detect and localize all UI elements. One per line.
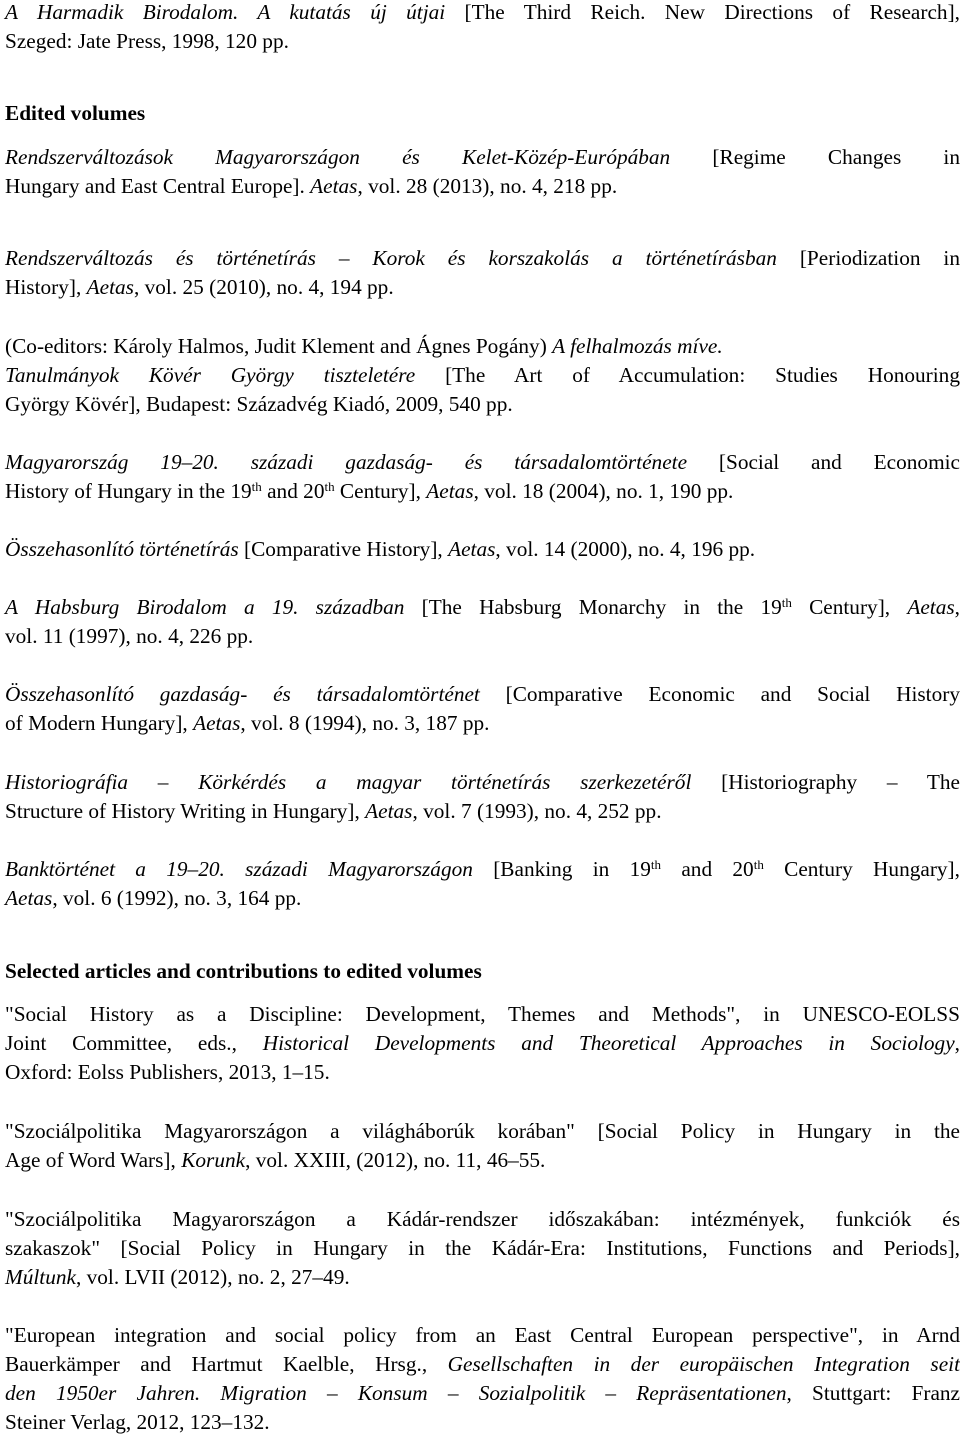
- entry-translation-cont: Century],: [334, 479, 427, 503]
- journal-name: Korunk: [181, 1148, 246, 1172]
- entry-publication: , Stuttgart: Franz: [786, 1381, 960, 1405]
- entry-translation: [Comparative History],: [238, 537, 449, 561]
- entry-volume: , vol. 7 (1993), no. 4, 252 pp.: [412, 799, 662, 823]
- ordinal-suffix: th: [650, 857, 662, 872]
- bibliography-entry-szocialpolitika-vilaghaboruk: [5, 1117, 960, 1175]
- entry-volume: , vol. 28 (2013), no. 4, 218 pp.: [357, 174, 618, 198]
- entry-volume: , vol. 18 (2004), no. 1, 190 pp.: [473, 479, 734, 503]
- entry-publication: György Kövér], Budapest: Századvég Kiadó, 2009, 540 pp.: [5, 392, 513, 416]
- bibliography-entry-habsburg: [5, 593, 960, 651]
- entry-title: "Social History as a Discipline: Development, Themes and Methods", in UNESCO-EOLSS: [5, 1002, 960, 1026]
- bibliography-entry-historiografia: [5, 768, 960, 826]
- entry-publication: Szeged: Jate Press, 1998, 120 pp.: [5, 29, 289, 53]
- bibliography-entry-rendszervaltozasok: [5, 143, 960, 201]
- bibliography-entry-osszehasonlito-gazdasag: [5, 680, 960, 738]
- entry-title: Magyarország 19–20. századi gazdaság- és társadalomtörténete: [5, 450, 688, 474]
- bibliography-entry-banktortenet: [5, 855, 960, 913]
- entry-coeditors: (Co-editors: Károly Halmos, Judit Klement and Ágnes Pogány): [5, 334, 553, 358]
- entry-subtitle: Tanulmányok Kövér György tiszteletére: [5, 363, 416, 387]
- entry-publication: Oxford: Eolss Publishers, 2013, 1–15.: [5, 1060, 330, 1084]
- entry-translation: [The Habsburg Monarchy in the 19: [404, 595, 782, 619]
- bibliography-entry-european-integration: [5, 1321, 960, 1437]
- bibliography-entry-magyarorszag: [5, 448, 960, 506]
- journal-name: Aetas: [907, 595, 955, 619]
- ordinal-suffix: th: [781, 595, 792, 610]
- entry-translation: szakaszok" [Social Policy in Hungary in the Kádár-Era: Institutions, Functions and Periods],: [5, 1236, 960, 1260]
- ordinal-suffix: th: [324, 479, 335, 494]
- entry-volume: , vol. 8 (1994), no. 3, 187 pp.: [240, 711, 490, 735]
- entry-translation: [Historiography – The: [691, 770, 960, 794]
- bibliography-entry-rendszervaltozas: [5, 244, 960, 302]
- bibliography-entry-social-history: [5, 1000, 960, 1087]
- journal-name: Aetas: [5, 886, 53, 910]
- entry-title: Historiográfia – Körkérdés a magyar történetírás szerkezetéről: [5, 770, 692, 794]
- entry-title: A Habsburg Birodalom a 19. században: [5, 595, 405, 619]
- entry-translation-cont: of Modern Hungary],: [5, 711, 194, 735]
- entry-title: Rendszerváltozások Magyarországon és Kelet-Közép-Európában: [5, 145, 671, 169]
- entry-volume: , vol. 14 (2000), no. 4, 196 pp.: [495, 537, 756, 561]
- entry-translation-cont: Structure of History Writing in Hungary],: [5, 799, 366, 823]
- punctuation: ,: [954, 595, 960, 619]
- bibliography-entry-harmadik: [5, 0, 960, 56]
- entry-translation: [Regime Changes in: [670, 145, 960, 169]
- book-title: Historical Developments and Theoretical Approaches in Sociology: [262, 1031, 955, 1055]
- entry-volume: , vol. XXIII, (2012), no. 11, 46–55.: [245, 1148, 546, 1172]
- entry-title: "Szociálpolitika Magyarországon a világháborúk korában" [Social Policy in Hungary in the: [5, 1119, 960, 1143]
- bibliography-entry-felhalmozas: [5, 332, 960, 419]
- ordinal-suffix: th: [251, 479, 262, 494]
- bibliography-entry-osszehasonlito-tortenetiras: [5, 535, 960, 564]
- journal-name: Aetas: [426, 479, 474, 503]
- entry-title: A felhalmozás míve.: [552, 334, 723, 358]
- journal-name: Aetas: [193, 711, 241, 735]
- journal-name: Aetas: [86, 275, 134, 299]
- entry-title: A Harmadik Birodalom. A kutatás új útjai: [5, 0, 446, 24]
- bibliography-entry-szocialpolitika-kadar: [5, 1205, 960, 1292]
- entry-volume: , vol. 6 (1992), no. 3, 164 pp.: [52, 886, 302, 910]
- entry-title: Összehasonlító történetírás: [5, 537, 239, 561]
- entry-title: "Szociálpolitika Magyarországon a Kádár-rendszer időszakában: intézmények, funkciók és: [5, 1207, 960, 1231]
- journal-name: Aetas: [365, 799, 413, 823]
- entry-title: Banktörténet a 19–20. századi Magyarországon: [5, 857, 473, 881]
- entry-translation-cont: History],: [5, 275, 87, 299]
- entry-volume: , vol. LVII (2012), no. 2, 27–49.: [75, 1265, 350, 1289]
- entry-translation-cont: and 20: [261, 479, 325, 503]
- journal-name: Aetas: [448, 537, 496, 561]
- journal-name: Aetas: [310, 174, 358, 198]
- entry-translation-cont: History of Hungary in the 19: [5, 479, 252, 503]
- entry-translation-cont: Century],: [791, 595, 908, 619]
- entry-translation-cont: Hungary and East Central Europe].: [5, 174, 311, 198]
- entry-editors: Joint Committee, eds.,: [5, 1031, 263, 1055]
- entry-volume: , vol. 25 (2010), no. 4, 194 pp.: [133, 275, 394, 299]
- section-heading-edited-volumes: Edited volumes: [5, 101, 146, 125]
- entry-translation: [Periodization in: [776, 246, 960, 270]
- ordinal-suffix: th: [753, 857, 764, 872]
- entry-translation-cont: and 20: [661, 857, 754, 881]
- entry-title: "European integration and social policy from an East Central European perspective", in Arnd: [5, 1323, 960, 1347]
- entry-translation: [Social and Economic: [687, 450, 960, 474]
- book-title-cont: den 1950er Jahren. Migration – Konsum – Sozialpolitik – Repräsentationen: [5, 1381, 787, 1405]
- entry-volume: vol. 11 (1997), no. 4, 226 pp.: [5, 624, 254, 648]
- book-title: Gesellschaften in der europäischen Integration seit: [447, 1352, 960, 1376]
- entry-translation: [The Art of Accumulation: Studies Honouring: [415, 363, 960, 387]
- entry-translation: [The Third Reich. New Directions of Research],: [445, 0, 960, 24]
- entry-translation-cont: Century Hungary],: [763, 857, 960, 881]
- punctuation: ,: [954, 1031, 960, 1055]
- entry-publication-cont: Steiner Verlag, 2012, 123–132.: [5, 1410, 270, 1434]
- entry-title: Rendszerváltozás és történetírás – Korok és korszakolás a történetírásban: [5, 246, 777, 270]
- entry-editors: Bauerkämper and Hartmut Kaelble, Hrsg.,: [5, 1352, 448, 1376]
- entry-translation: [Banking in 19: [472, 857, 651, 881]
- section-heading-selected-articles: Selected articles and contributions to edited volumes: [5, 959, 482, 983]
- entry-translation: [Comparative Economic and Social History: [479, 682, 960, 706]
- entry-translation-cont: Age of Word Wars],: [5, 1148, 182, 1172]
- journal-name: Múltunk: [5, 1265, 76, 1289]
- entry-title: Összehasonlító gazdaság- és társadalomtörténet: [5, 682, 480, 706]
